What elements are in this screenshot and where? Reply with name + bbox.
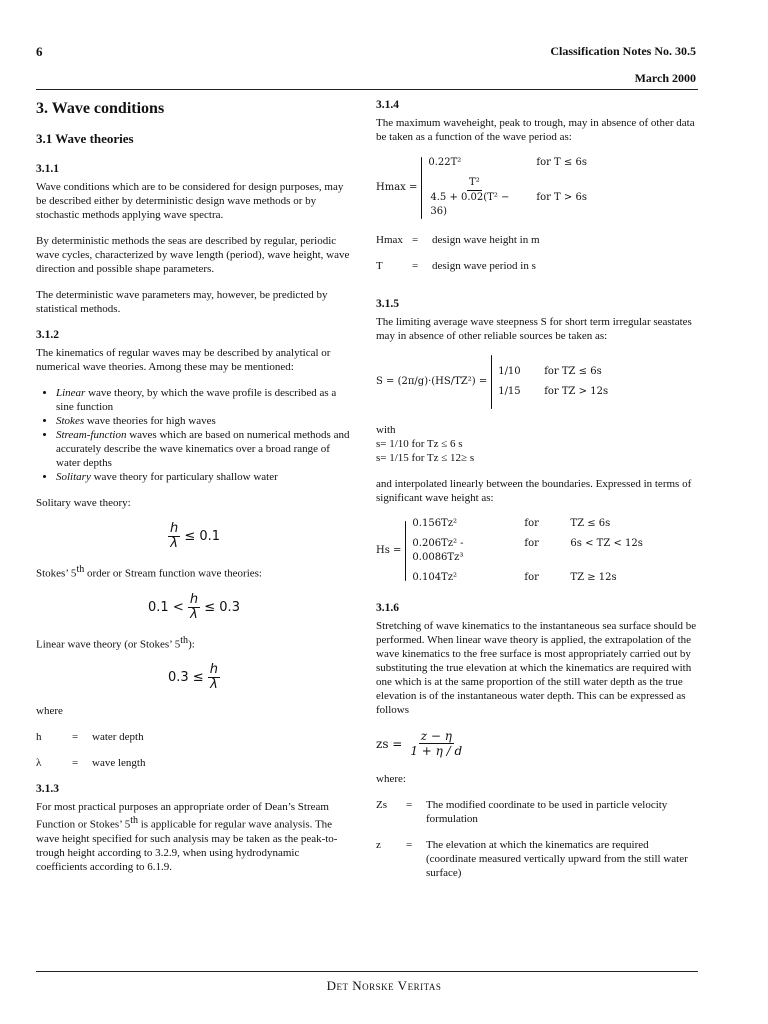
list-item: • Stokes wave theories for high waves	[56, 414, 352, 428]
paragraph: Stretching of wave kinematics to the instantaneous sea surface should be performed. When linear wave theory is applied, the extrapolation of the wave kinematics to the free surface is most appropriately carried out by substituting the true elevation at which the kinematics are required with one which is at the same proportion of the still water depth as the true elevation is of the instantaneous water depth. This can be expressed as follows	[376, 620, 697, 716]
paragraph: For most practical purposes an appropriate order of Dean’s Stream Function or Stokes’ 5th is applicable for regular wave analysis. The wave height specified for such analysis may be taken as the peak-to-trough height according to 3.2.9, when using hydrodynamic coefficients according to 6.1.9.	[36, 801, 338, 873]
formula-label: Solitary wave theory:	[36, 497, 131, 509]
paragraph: The kinematics of regular waves may be described by analytical or numerical wave theories. Among these may be mentioned:	[36, 347, 331, 373]
formula-hs: Hs = 0.156Tz² for TZ ≤ 6s 0.206Tz² - 0.0086Tz³ for 6s < TZ < 12s 0.104Tz² for TZ ≥ 12s	[376, 518, 643, 583]
definition-row: λ = wave length	[36, 757, 146, 770]
paragraph: The limiting average wave steepness S for short term irregular seastates may in absence of other reliable sources be taken as:	[376, 316, 692, 342]
para-heading-315: 3.1.5	[376, 298, 399, 310]
footer-rule	[36, 971, 698, 972]
definition-row: Zs = The modified coordinate to be used in particle velocity formulation	[376, 799, 668, 825]
footer-publisher: Det Norske Veritas	[326, 978, 442, 993]
formula-solitary: $\frac{h}{\lambda}$ ≤ 0.1	[169, 521, 221, 551]
paragraph: The maximum waveheight, peak to trough, may in absence of other data be taken as a function of the wave period as:	[376, 117, 695, 143]
section-title: 3. Wave conditions	[36, 100, 165, 117]
subsection-title: 3.1 Wave theories	[36, 131, 134, 146]
list-item: • Solitary wave theory for particulary shallow water	[56, 470, 352, 484]
header-rule	[36, 89, 698, 90]
page-number: 6	[36, 44, 43, 59]
doc-date: March 2000	[634, 71, 696, 85]
paragraph: Wave conditions which are to be considered for design purposes, may be described either by deterministic design wave methods or by stochastic methods applying wave spectra.	[36, 181, 344, 221]
formula-label: Stokes’ 5th order or Stream function wave theories:	[36, 564, 262, 580]
list-item: • Linear wave theory, by which the wave profile is described as a sine function	[56, 386, 352, 414]
formula-hmax: Hmax = 0.22T² for T ≤ 6s $\frac{\text{T²}}{\text{4.5 + 0.02(T² − 36)}}$ for T > 6s	[376, 157, 587, 217]
formula-label: Linear wave theory (or Stokes’ 5th):	[36, 634, 195, 651]
definition-row: z = The elevation at which the kinematics are required (coordinate measured vertically upward from the still water surface)	[376, 839, 688, 879]
definition-row: h = water depth	[36, 731, 144, 744]
right-column	[376, 98, 698, 892]
definition-row: Hmax = design wave height in m	[376, 234, 540, 246]
list-item: • Stream-function waves which are based on numerical methods and accurately describe the wave kinematics over a broad range of water depths	[56, 428, 352, 470]
formula-steepness: S = (2π/g)·(HS/TZ²) = 1/10 for TZ ≤ 6s 1/15 for TZ > 12s	[376, 355, 698, 409]
paragraph: and interpolated linearly between the boundaries. Expressed in terms of significant wave height as:	[376, 478, 692, 504]
para-heading-313: 3.1.3	[36, 783, 59, 796]
para-heading-311: 3.1.1	[36, 163, 59, 175]
formula-zs: zs = $\frac{z - \eta}{1 + \eta / d}$	[376, 729, 463, 758]
formula-linear: 0.3 ≤ $\frac{h}{\lambda}$	[167, 662, 219, 693]
formula-stokes: 0.1 < $\frac{h}{\lambda}$ ≤ 0.3	[148, 591, 240, 622]
paragraph: By deterministic methods the seas are described by regular, periodic wave cycles, characterized by wave length (period), wave height, wave direction and possible shape parameters.	[36, 235, 350, 275]
para-heading-312: 3.1.2	[36, 329, 59, 341]
where-label: where:	[376, 773, 406, 785]
paragraph: The deterministic wave parameters may, however, be predicted by statistical methods.	[36, 289, 328, 315]
left-column	[36, 98, 352, 886]
paragraph: with s= 1/10 for Tz ≤ 6 s s= 1/15 for Tz ≤ 12≥ s	[376, 424, 475, 464]
where-label: where	[36, 705, 63, 718]
definition-row: T = design wave period in s	[376, 260, 536, 272]
theory-list	[36, 386, 352, 484]
para-heading-316: 3.1.6	[376, 602, 399, 614]
para-heading-314: 3.1.4	[376, 99, 399, 111]
doc-title: Classification Notes No. 30.5	[550, 44, 696, 58]
